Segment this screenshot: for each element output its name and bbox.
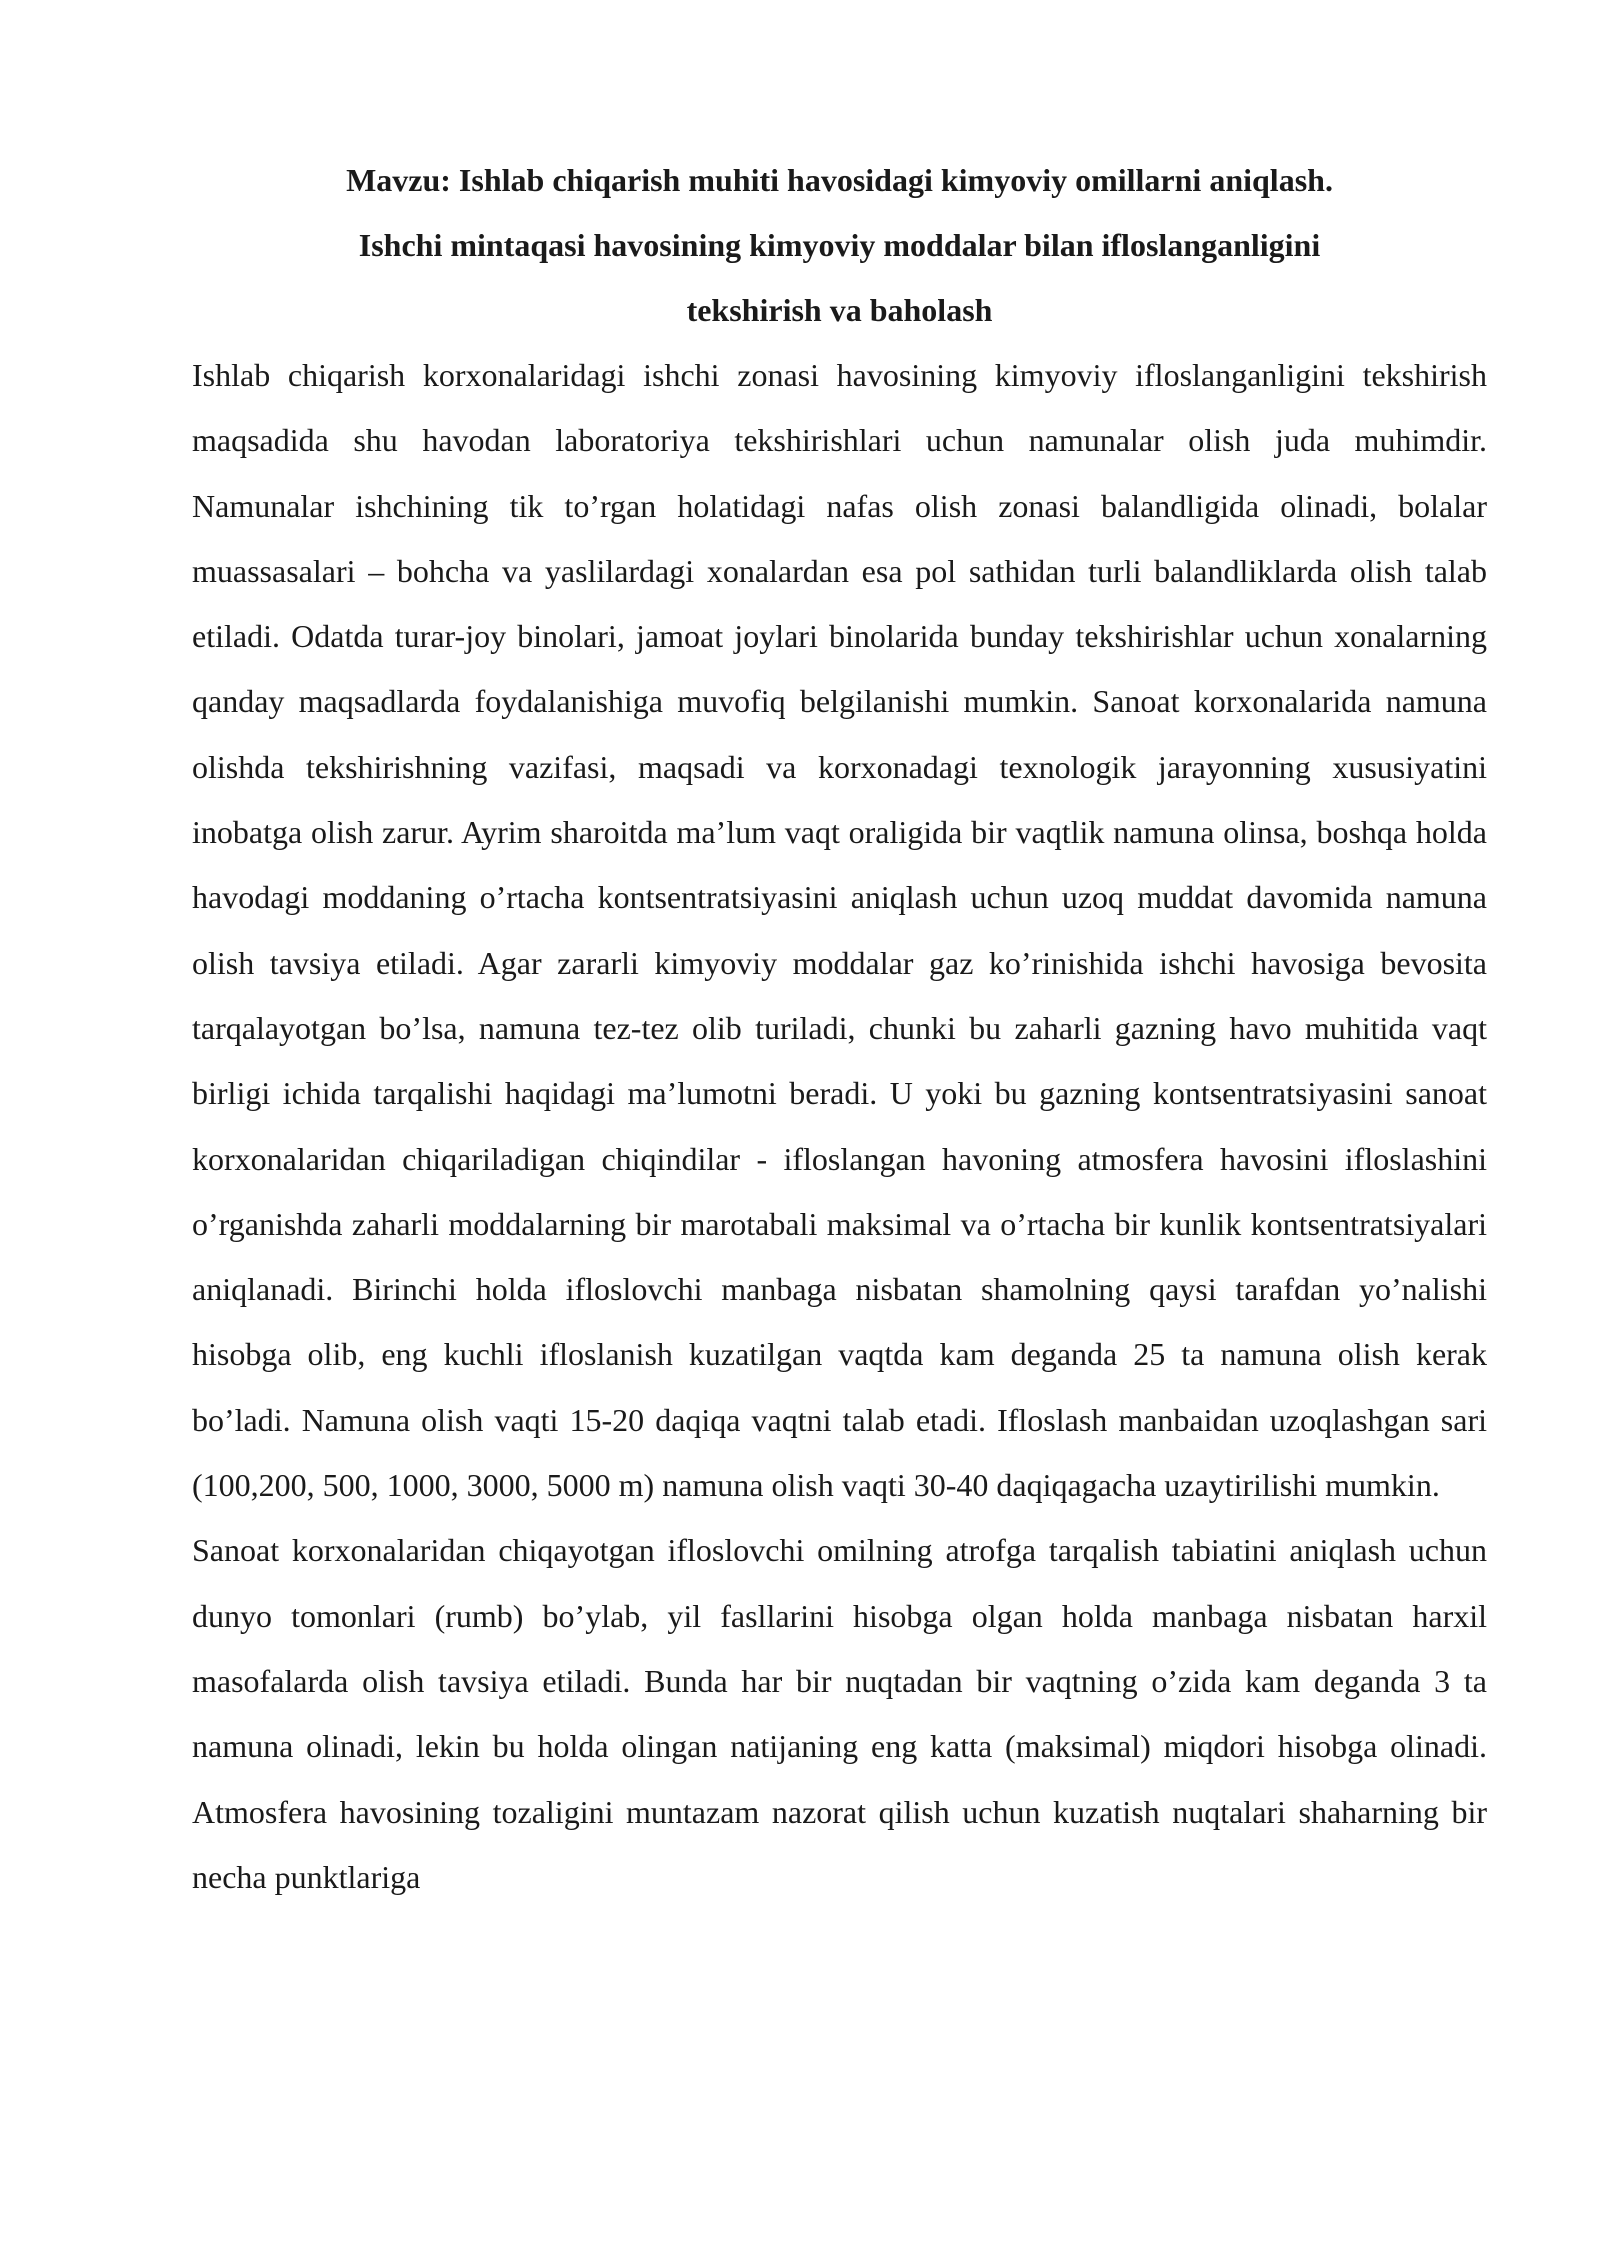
title-line-2: Ishchi mintaqasi havosining kimyoviy moddalar bilan ifloslanganligini bbox=[358, 227, 1321, 263]
title-line-3: tekshirish va baholash bbox=[686, 292, 993, 328]
paragraph-2: Sanoat korxonalaridan chiqayotgan ifloslovchi omilning atrofga tarqalish tabiatini aniqlash uchun dunyo tomonlari (rumb) bo’ylab, yil fasllarini hisobga olgan holda manbaga nisbatan harxil masofalarda olish tavsiya etiladi. Bunda har bir nuqtadan bir vaqtning o’zida kam deganda 3 ta namuna olinadi, lekin bu holda olingan natijaning eng katta (maksimal) miqdori hisobga olinadi. Atmosfera havosining tozaligini muntazam nazorat qilish uchun kuzatish nuqtalari shaharning bir necha punktlariga bbox=[192, 1532, 1487, 1895]
document-title bbox=[192, 148, 1487, 343]
paragraph-1: Ishlab chiqarish korxonalaridagi ishchi zonasi havosining kimyoviy ifloslanganligini tekshirish maqsadida shu havodan laboratoriya tekshirishlari uchun namunalar olish juda muhimdir. Namunalar ishchining tik to’rgan holatidagi nafas olish zonasi balandligida olinadi, bolalar muassasalari – bohcha va yaslilardagi xonalardan esa pol sathidan turli balandliklarda olish talab etiladi. Odatda turar-joy binolari, jamoat joylari binolarida bunday tekshirishlar uchun xonalarning qanday maqsadlarda foydalanishiga muvofiq belgilanishi mumkin. Sanoat korxonalarida namuna olishda tekshirishning vazifasi, maqsadi va korxonadagi texnologik jarayonning xususiyatini inobatga olish zarur. Ayrim sharoitda ma’lum vaqt oraligida bir vaqtlik namuna olinsa, boshqa holda havodagi moddaning o’rtacha kontsentratsiyasini aniqlash uchun uzoq muddat davomida namuna olish tavsiya etiladi. Agar zararli kimyoviy moddalar gaz ko’rinishida ishchi havosiga bevosita tarqalayotgan bo’lsa, namuna tez-tez olib turiladi, chunki bu zaharli gazning havo muhitida vaqt birligi ichida tarqalishi haqidagi ma’lumotni beradi. U yoki bu gazning kontsentratsiyasini sanoat korxonalaridan chiqariladigan chiqindilar - ifloslangan havoning atmosfera havosini ifloslashini o’rganishda zaharli moddalarning bir marotabali maksimal va o’rtacha bir kunlik kontsentratsiyalari aniqlanadi. Birinchi holda ifloslovchi manbaga nisbatan shamolning qaysi tarafdan yo’nalishi hisobga olib, eng kuchli ifloslanish kuzatilgan vaqtda kam deganda 25 ta namuna olish kerak bo’ladi. Namuna olish vaqti 15-20 daqiqa vaqtni talab etadi. Ifloslash manbaidan uzoqlashgan sari (100,200, 500, 1000, 3000, 5000 m) namuna olish vaqti 30-40 daqiqagacha uzaytirilishi mumkin. bbox=[192, 357, 1487, 1504]
title-line-1: Mavzu: Ishlab chiqarish muhiti havosidagi kimyoviy omillarni aniqlash. bbox=[346, 162, 1333, 198]
document-body bbox=[192, 148, 1487, 1910]
